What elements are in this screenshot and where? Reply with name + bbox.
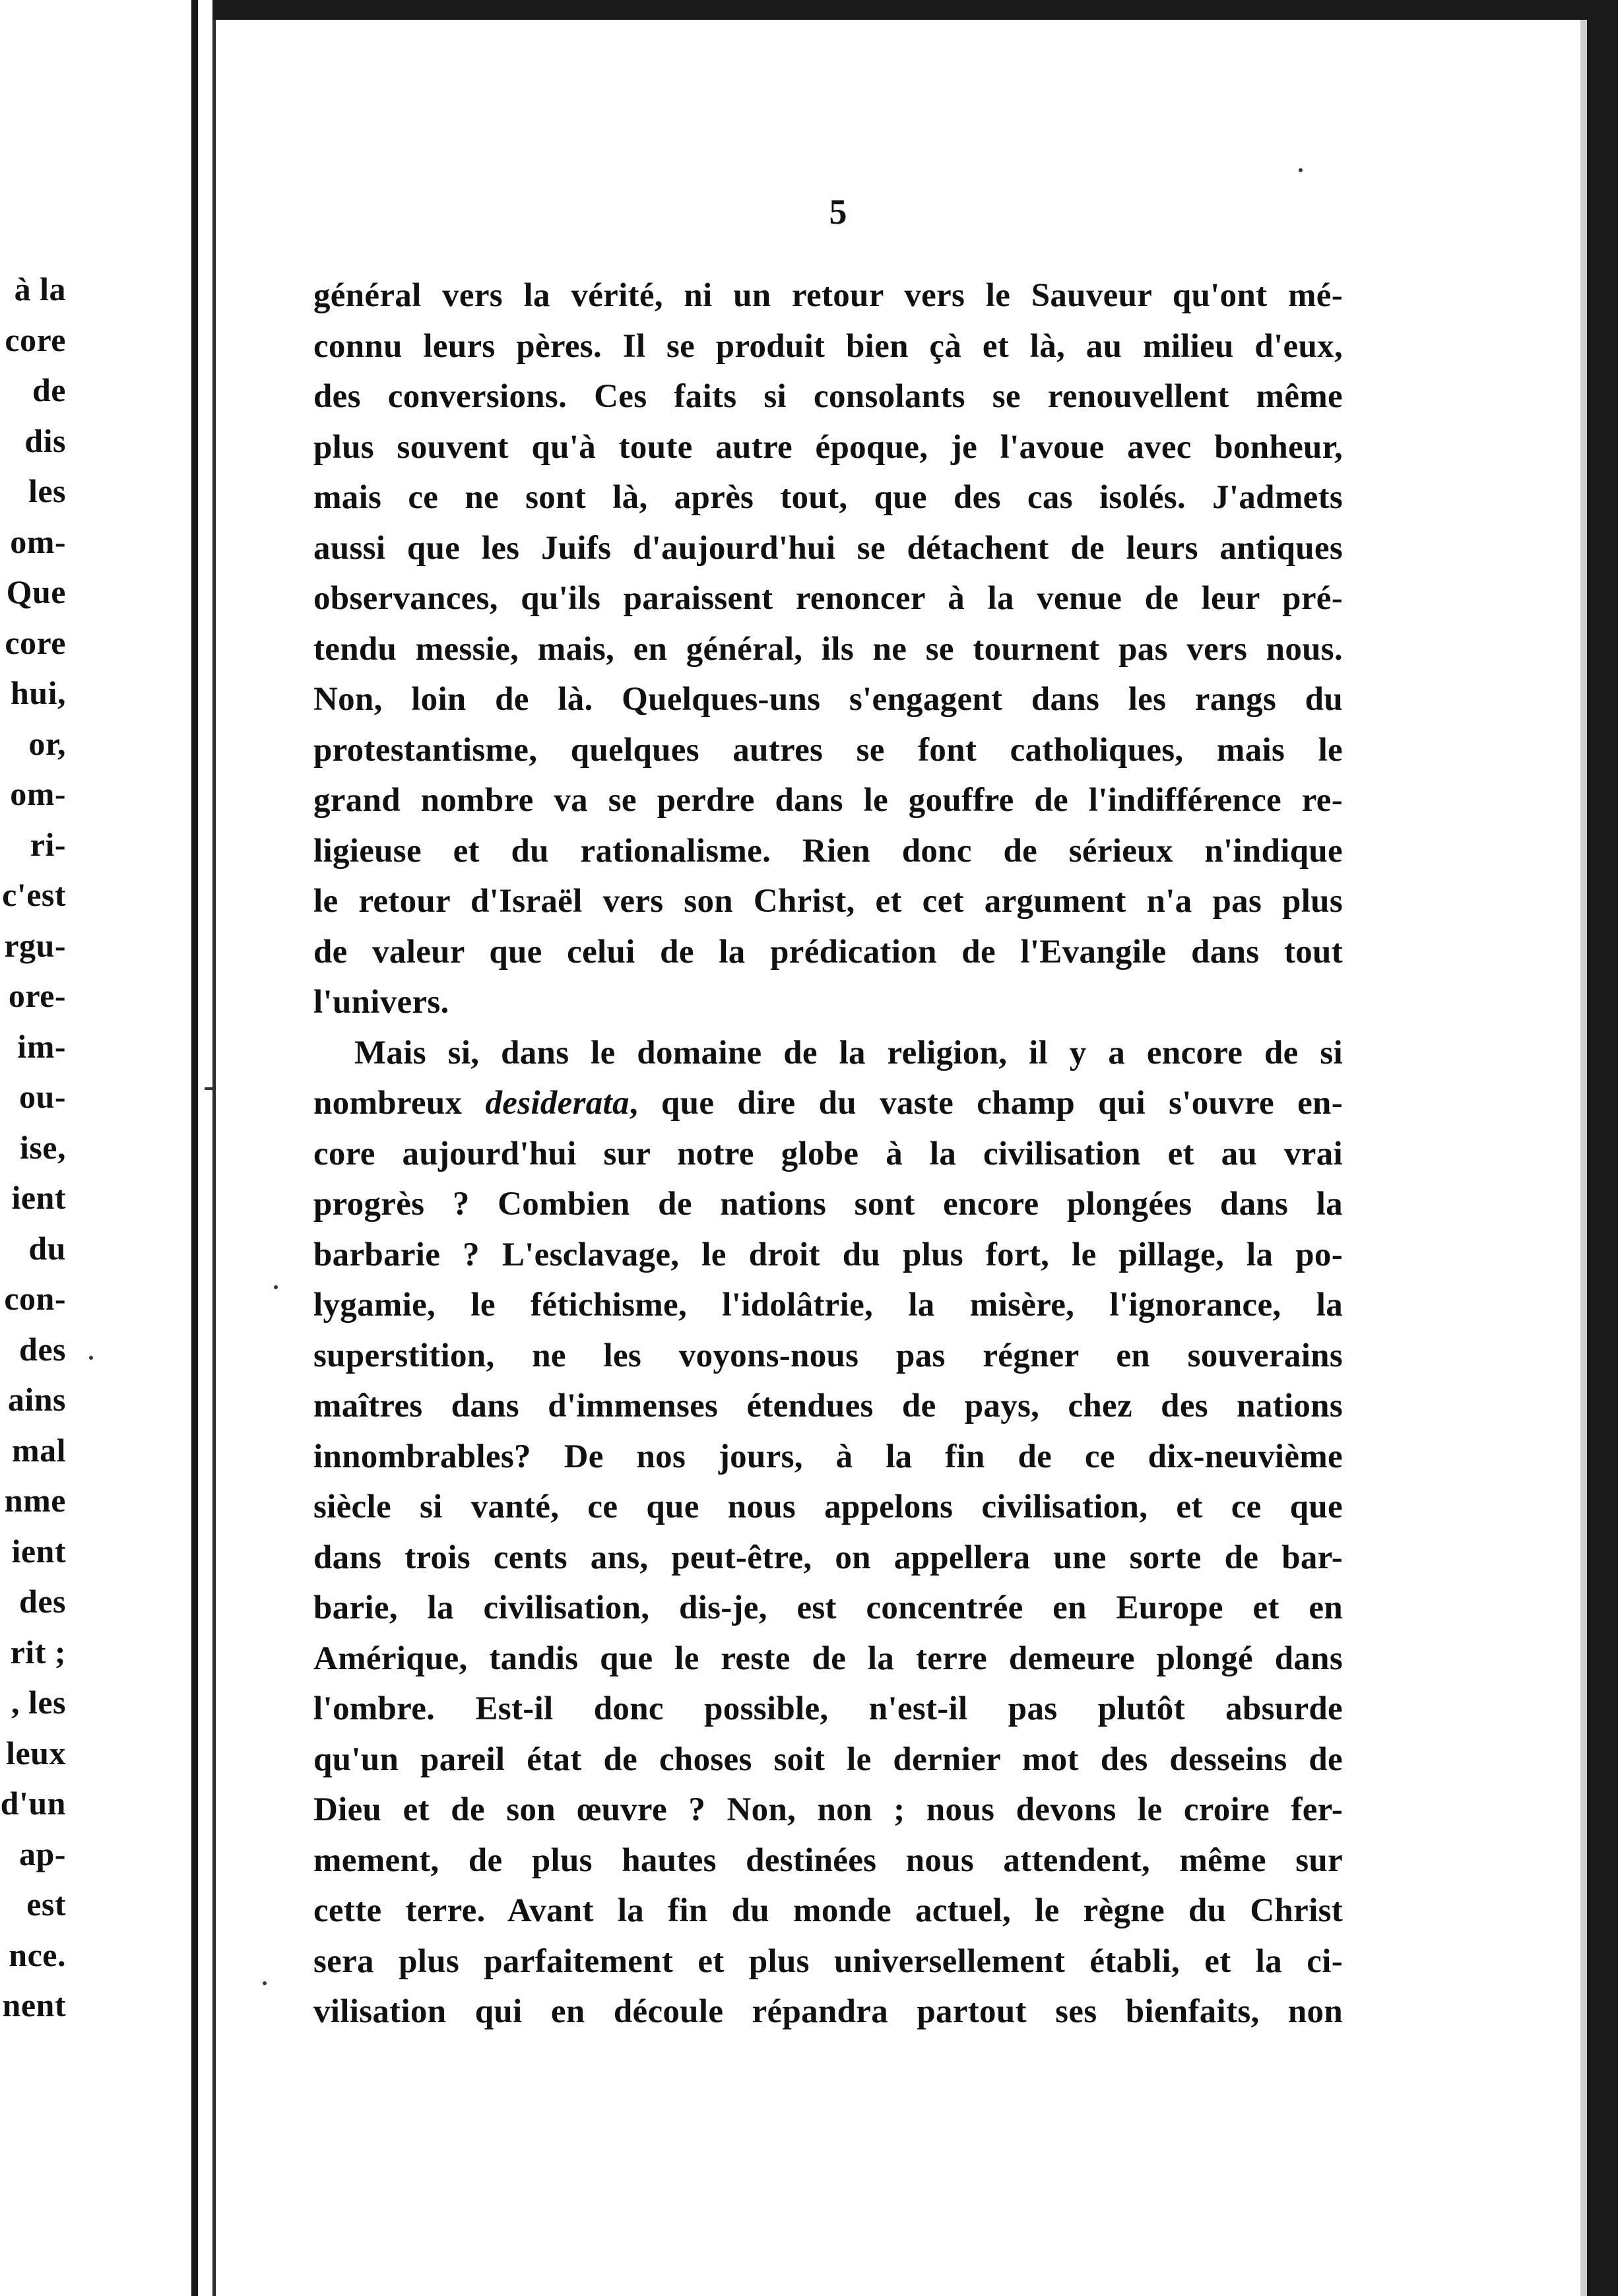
previous-page-fragment: c'est — [2, 876, 66, 913]
text-line: aussi que les Juifs d'aujourd'hui se détachent de leurs antiques — [313, 529, 1343, 567]
scan-speck — [1299, 168, 1303, 172]
text-line: Non, loin de là. Quelques-uns s'engagent dans les rangs du — [313, 681, 1343, 718]
italic-term: desiderata — [485, 1085, 630, 1122]
page-edge-left — [191, 0, 198, 2296]
text-line: de valeur que celui de la prédication de l'Evangile dans tout — [313, 933, 1343, 971]
text-line: vilisation qui en découle répandra partout ses bienfaits, non — [313, 1993, 1343, 2030]
text-line: le retour d'Israël vers son Christ, et cet argument n'a pas plus — [313, 883, 1343, 920]
text-line: observances, qu'ils paraissent renoncer à la venue de leur pré- — [313, 580, 1343, 617]
previous-page-fragment: d'un — [0, 1785, 66, 1822]
text-line: connu leurs pères. Il se produit bien çà et là, au milieu d'eux, — [313, 327, 1343, 365]
text-line: barie, la civilisation, dis-je, est concentrée en Europe et en — [313, 1589, 1343, 1626]
previous-page-fragment: , les — [11, 1684, 66, 1721]
previous-page-fragment: ains — [7, 1381, 66, 1418]
text-line: sera plus parfaitement et plus universellement établi, et la ci- — [313, 1942, 1343, 1980]
text-line: mement, de plus hautes destinées nous attendent, même sur — [313, 1841, 1343, 1879]
text-line: cette terre. Avant la fin du monde actuel, le règne du Christ — [313, 1892, 1343, 1929]
text-line: grand nombre va se perdre dans le gouffre de l'indifférence re- — [313, 782, 1343, 819]
page-edge-left-thin — [212, 0, 216, 2296]
page-edge-top — [212, 0, 1618, 20]
previous-page-fragment: ri- — [30, 825, 66, 863]
text-line: tendu messie, mais, en général, ils ne se tournent pas vers nous. — [313, 630, 1343, 668]
text-line: Dieu et de son œuvre ? Non, non ; nous devons le croire fer- — [313, 1791, 1343, 1828]
text-line: plus souvent qu'à toute autre époque, je l'avoue avec bonheur, — [313, 428, 1343, 466]
previous-page-fragment: core — [5, 623, 66, 661]
scan-speck — [263, 1981, 267, 1985]
previous-page-fragment: nme — [4, 1482, 66, 1519]
text-segment: nombreux — [313, 1085, 486, 1122]
text-line: mais ce ne sont là, après tout, que des cas isolés. J'admets — [313, 479, 1343, 516]
previous-page-fragment: ore- — [8, 977, 66, 1014]
previous-page-fragment: nce. — [9, 1936, 66, 1973]
previous-page-fragment: nent — [2, 1987, 66, 2024]
text-line: ligieuse et du rationalisme. Rien donc de sérieux n'indique — [313, 832, 1343, 870]
previous-page-fragment: om- — [10, 775, 66, 812]
previous-page-fragment: hui, — [10, 674, 66, 711]
text-line: l'univers. — [313, 984, 449, 1021]
text-line: général vers la vérité, ni un retour vers le Sauveur qu'ont mé- — [313, 277, 1343, 314]
text-line: l'ombre. Est-il donc possible, n'est-il pas plutôt absurde — [313, 1690, 1343, 1727]
text-line: lygamie, le fétichisme, l'idolâtrie, la misère, l'ignorance, la — [313, 1287, 1343, 1323]
previous-page-fragment: mal — [11, 1431, 66, 1469]
text-line: barbarie ? L'esclavage, le droit du plus fort, le pillage, la po- — [313, 1236, 1343, 1273]
scan-speck — [89, 1356, 93, 1360]
previous-page-fragment: des — [19, 1583, 66, 1620]
previous-page-fragment: des — [19, 1330, 66, 1368]
text-line: Mais si, dans le domaine de la religion, il y a encore de si — [354, 1034, 1343, 1071]
text-line: innombrables? De nos jours, à la fin de ce dix-neuvième — [313, 1438, 1343, 1475]
previous-page-fragment: ient — [11, 1179, 66, 1216]
text-line: core aujourd'hui sur notre globe à la civilisation et au vrai — [313, 1135, 1343, 1172]
previous-page-fragment: im- — [17, 1027, 66, 1065]
previous-page-fragment: con- — [4, 1280, 66, 1317]
previous-page-fragment: om- — [10, 523, 66, 560]
previous-page-fragment: Que — [6, 573, 66, 610]
page-edge-right-gap — [1580, 20, 1587, 2296]
text-line: dans trois cents ans, peut-être, on appellera une sorte de bar- — [313, 1539, 1343, 1576]
previous-page-fragment: à la — [14, 271, 66, 307]
previous-page-fragment: rgu- — [4, 926, 66, 964]
text-line: siècle si vanté, ce que nous appelons civilisation, et ce que — [313, 1488, 1343, 1525]
previous-page-fragment: ise, — [19, 1128, 66, 1166]
previous-page-fragment: ient — [11, 1532, 66, 1570]
page-edge-right — [1587, 0, 1618, 2296]
text-line: maîtres dans d'immenses étendues de pays, chez des nations — [313, 1387, 1343, 1424]
previous-page-fragment: dis — [24, 422, 66, 459]
text-line: superstition, ne les voyons-nous pas régner en souverains — [313, 1337, 1343, 1374]
text-line: protestantisme, quelques autres se font catholiques, mais le — [313, 731, 1343, 769]
previous-page-fragment: leux — [6, 1734, 66, 1771]
previous-page-fragment: core — [5, 321, 66, 358]
previous-page-fragment: du — [28, 1229, 66, 1267]
text-line: Amérique, tandis que le reste de la terre demeure plongé dans — [313, 1640, 1343, 1677]
body-text — [313, 271, 1343, 2037]
previous-page-fragment: ap- — [19, 1835, 66, 1872]
previous-page-fragment: ou- — [19, 1078, 66, 1115]
previous-page-fragment: est — [26, 1886, 66, 1923]
text-line — [313, 1078, 1343, 1129]
text-segment: , que dire du vaste champ qui s'ouvre en- — [629, 1085, 1343, 1122]
scan-speck — [274, 1285, 278, 1289]
text-line: qu'un pareil état de choses soit le dernier mot des desseins de — [313, 1740, 1343, 1778]
previous-page-fragment: rit ; — [10, 1633, 66, 1671]
scan-speck — [205, 1087, 214, 1090]
previous-page-fragment: les — [28, 472, 66, 509]
previous-page-fragment: de — [32, 371, 66, 408]
page-number: 5 — [829, 192, 847, 232]
text-line: des conversions. Ces faits si consolants se renouvellent même — [313, 378, 1343, 415]
text-line: progrès ? Combien de nations sont encore plongées dans la — [313, 1186, 1343, 1223]
previous-page-fragment: or, — [28, 724, 66, 762]
